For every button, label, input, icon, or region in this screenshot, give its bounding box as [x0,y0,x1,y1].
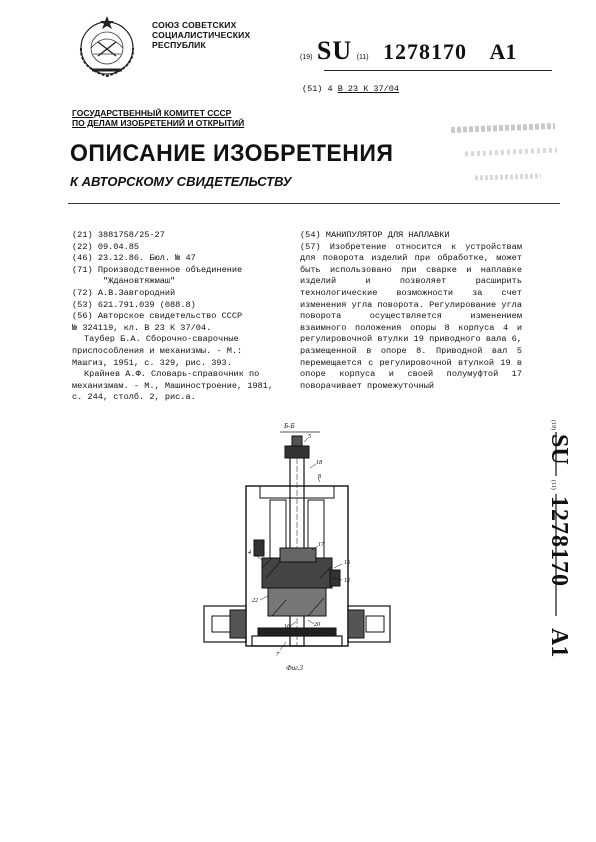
part-label: 12 [344,578,350,584]
document-title: ОПИСАНИЕ ИЗОБРЕТЕНИЯ [70,140,394,167]
biblio-row: "Ждановтяжмаш" [103,276,176,287]
side-country: SU [546,434,572,465]
part-label: 8 [318,474,321,480]
part-label: 18 [316,460,322,466]
union-line: СОЦИАЛИСТИЧЕСКИХ [152,30,251,40]
committee-name [72,108,244,128]
side-tag2: (11) [550,480,556,490]
technical-drawing [200,420,400,670]
figure-caption: Фиг.3 [286,664,304,672]
union-line: РЕСПУБЛИК [152,40,206,50]
invention-title: (54) МАНИПУЛЯТОР ДЛЯ НАПЛАВКИ [300,230,450,240]
ipc-value: В 23 К 37/04 [337,84,399,94]
part-label: 22 [252,598,258,604]
part-label: 16 [284,624,290,630]
number-tag: (11) [356,54,369,61]
part-label: 4 [248,550,251,556]
committee-line: ГОСУДАРСТВЕННЫЙ КОМИТЕТ СССР [72,108,232,118]
citation: Крайнев А.Ф. Словарь-справочник по механизмам. - М., Машиностроение, 1981, с. 244, столб. 2, рис.а. [72,369,274,403]
ipc-class [302,84,399,94]
bibliographic-data [72,230,282,404]
biblio-row: (71) Производственное объединение [72,264,243,275]
patent-number: 1278170 [383,39,467,64]
part-label: 5 [308,434,311,440]
abstract-text: (57) Изобретение относится к устройствам для поворота изделий при обработке, может быть использовано при сварке и наплавке изделий и позволяет расширить технологические возможности за счет изменения угла поворота. Регулирование угла поворота осуществляется изменением взаимного положения опоры 8 корпуса 4 и регулировочной втулки 19 приводного вала 6, размещенной в опоре 8. Приводной вал 5 перемещается с регулировочной втулкой 19 в опоре корпуса и своей полумуфтой 17 поворачивает промежуточный [300,241,522,391]
country-code: SU [316,36,353,65]
part-label: 17 [318,542,324,548]
part-label: 20 [314,622,320,628]
part-label: 15 [344,560,350,566]
abstract [300,230,522,392]
biblio-row: (21) 3881758/25-27 [72,230,165,240]
committee-line: ПО ДЕЛАМ ИЗОБРЕТЕНИЙ И ОТКРЫТИЙ [72,118,245,128]
section-label: Б-Б [284,422,295,430]
union-line: СОЮЗ СОВЕТСКИХ [152,20,237,30]
biblio-row: (53) 621.791.039 (088.8) [72,299,196,310]
biblio-row: (22) 09.04.85 [72,241,140,252]
publication-header [300,36,516,66]
biblio-row: № 324119, кл. В 23 К 37/04. [72,322,212,333]
side-number: 1278170 [546,496,572,587]
biblio-row: (46) 23.12.86. Бюл. № 47 [72,253,196,264]
divider [68,203,560,204]
citation: Таубер Б.А. Сборочно-сварочные приспособления и механизмы. - М.: Машгиз, 1951, с. 329, рис. 393. [72,334,243,368]
biblio-row: (72) А.В.Завгородний [72,287,176,298]
part-label: 7 [276,652,279,658]
side-tag1: (19) [550,420,556,430]
side-kind: A1 [546,628,572,658]
kind-code: A1 [489,39,517,64]
side-patent-number [528,420,572,680]
document-subtitle: К АВТОРСКОМУ СВИДЕТЕЛЬСТВУ [70,174,292,189]
country-tag: (19) [300,54,313,61]
biblio-row: (56) Авторское свидетельство СССР [72,311,243,322]
ipc-tag: (51) 4 [302,84,333,94]
header-underline [324,70,552,71]
state-emblem-icon [70,12,144,84]
union-name [152,20,250,50]
library-stamp [445,116,565,196]
